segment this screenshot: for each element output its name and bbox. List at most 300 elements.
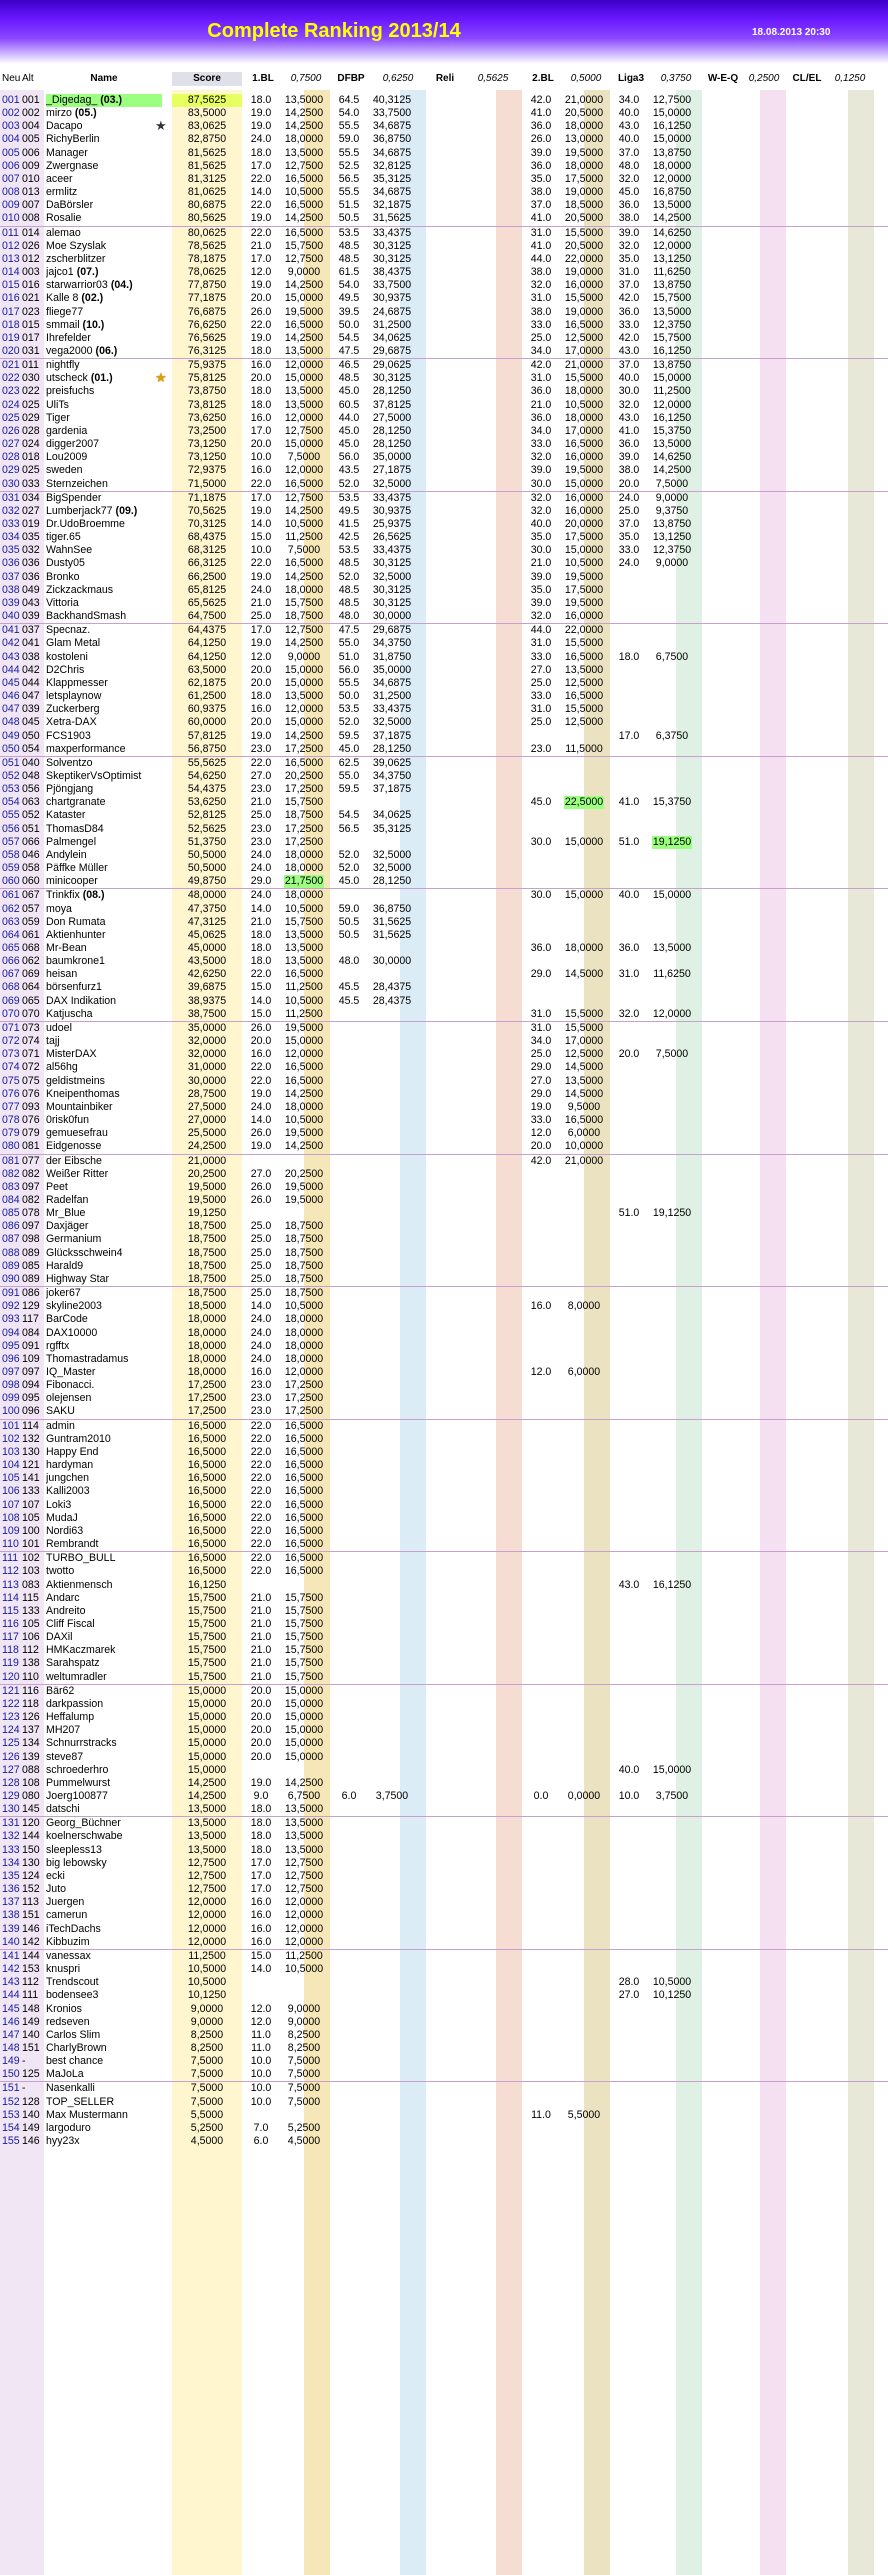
- league-weighted: 29,6875: [372, 344, 412, 357]
- score-value: 19,5000: [187, 1180, 227, 1193]
- league-points: 10.0: [250, 2055, 272, 2068]
- rank-new: 037: [2, 570, 20, 583]
- league-points: 29.0: [530, 968, 552, 981]
- rank-new: 093: [2, 1313, 20, 1326]
- league-points: 16.0: [530, 1300, 552, 1313]
- league-points: 19.0: [250, 570, 272, 583]
- league-weighted: 14,2500: [284, 212, 324, 225]
- table-row: [0, 1140, 888, 1153]
- league-points: 22.0: [250, 1061, 272, 1074]
- table-row: [0, 1764, 888, 1777]
- league-weighted: 7,5000: [287, 544, 321, 557]
- score-value: 13,5000: [187, 1803, 227, 1816]
- league-points: 28.0: [618, 1976, 640, 1989]
- score-value: 80,5625: [187, 212, 227, 225]
- league-points: 42.0: [530, 94, 552, 106]
- table-row: [0, 1327, 888, 1340]
- rank-new: 098: [2, 1379, 20, 1392]
- score-value: 65,5625: [187, 596, 227, 609]
- rank-new: 052: [2, 769, 20, 782]
- league-points: 17.0: [250, 491, 272, 504]
- player-name: Moe Szyslak: [46, 239, 107, 252]
- table-row: [0, 1857, 888, 1870]
- score-value: 13,5000: [187, 1843, 227, 1856]
- player-name: Carlos Slim: [46, 2028, 101, 2041]
- league-weighted: 15,0000: [652, 133, 692, 146]
- score-value: 12,7500: [187, 1869, 227, 1882]
- league-weighted: 9,0000: [287, 2002, 321, 2015]
- league-weighted: 10,5000: [564, 557, 604, 570]
- league-points: 24.0: [250, 889, 272, 902]
- rank-old: 006: [22, 146, 40, 159]
- table-row: [0, 1525, 888, 1538]
- rank-old: 097: [22, 1180, 40, 1193]
- player-name: Pummelwurst: [46, 1776, 111, 1789]
- league-weighted: 18,0000: [564, 159, 604, 172]
- player-name: MudaJ: [46, 1511, 78, 1524]
- rank-old: 024: [22, 438, 40, 451]
- league-points: 12.0: [530, 1127, 552, 1140]
- league-points: 32.0: [530, 610, 552, 623]
- league-weighted: 18,0000: [284, 1313, 324, 1326]
- rank-old: 103: [22, 1565, 40, 1578]
- score-value: 52,5625: [187, 822, 227, 835]
- league-points: 20.0: [250, 676, 272, 689]
- rank-old: 112: [22, 1644, 39, 1657]
- rank-old: 145: [22, 1803, 40, 1816]
- score-value: 54,4375: [187, 783, 227, 796]
- league-points: 20.0: [250, 1737, 272, 1750]
- rank-new: 047: [2, 703, 20, 716]
- league-weighted: 19,5000: [564, 146, 604, 159]
- player-name: weltumradler: [46, 1670, 107, 1683]
- score-value: 48,0000: [187, 889, 227, 902]
- table-row: [0, 358, 888, 372]
- league-points: 43.5: [338, 464, 360, 477]
- league-points: 42.0: [530, 359, 552, 372]
- league-points: 21.0: [250, 1591, 272, 1604]
- player-name: Max Mustermann: [46, 2108, 128, 2121]
- league-points: 21.0: [250, 915, 272, 928]
- league-weighted: 9,5000: [567, 1100, 601, 1113]
- score-value: 76,6875: [187, 305, 227, 318]
- league-weighted: 13,5000: [284, 928, 324, 941]
- league-weighted: 7,5000: [287, 451, 321, 464]
- player-name: Zwergnase: [46, 159, 99, 172]
- score-value: 80,6875: [187, 199, 227, 212]
- league-weighted: 34,6875: [372, 146, 412, 159]
- table-row: [0, 279, 888, 292]
- rank-old: 060: [22, 875, 40, 888]
- table-row: [0, 1830, 888, 1843]
- rank-new: 151: [2, 2082, 20, 2095]
- rank-new: 026: [2, 424, 20, 437]
- player-name: admin: [46, 1419, 75, 1432]
- league-weighted: 13,5000: [284, 94, 324, 106]
- league-weighted: 33,7500: [372, 107, 412, 120]
- rank-new: 036: [2, 557, 20, 570]
- league-points: 41.0: [618, 796, 640, 809]
- table-row: [0, 557, 888, 570]
- player-name: sleepless13: [46, 1843, 102, 1856]
- rank-new: 135: [2, 1869, 20, 1882]
- score-value: 50,5000: [187, 848, 227, 861]
- league-weighted: 16,8750: [652, 186, 692, 199]
- score-value: 19,1250: [187, 1207, 227, 1220]
- player-name: jajco1 (07.): [46, 266, 99, 279]
- rank-new: 148: [2, 2041, 20, 2054]
- score-value: 72,9375: [187, 464, 227, 477]
- player-name: redseven: [46, 2015, 90, 2028]
- rank-new: 056: [2, 822, 20, 835]
- score-value: 15,7500: [187, 1631, 227, 1644]
- rank-new: 129: [2, 1790, 20, 1802]
- score-value: 47,3125: [187, 915, 227, 928]
- player-name: Andarc: [46, 1591, 80, 1604]
- score-value: 52,8125: [187, 809, 227, 822]
- league-weighted: 13,8750: [652, 518, 692, 530]
- score-value: 15,7500: [187, 1604, 227, 1617]
- player-name: Mr_Blue: [46, 1207, 86, 1220]
- rank-new: 115: [2, 1604, 19, 1617]
- league-points: 14.0: [250, 1300, 272, 1313]
- player-name: der Eibsche: [46, 1154, 102, 1167]
- rank-old: 012: [22, 252, 40, 265]
- league-points: 23.0: [250, 1392, 272, 1405]
- table-row: [0, 399, 888, 412]
- player-name: Kalle 8 (02.): [46, 292, 104, 305]
- rank-old: 082: [22, 1167, 40, 1180]
- player-name: Specnaz.: [46, 624, 91, 637]
- league-weighted: 18,7500: [284, 1272, 324, 1285]
- rank-old: 009: [22, 159, 40, 172]
- rank-old: 111: [22, 1989, 39, 2002]
- league-weighted: 21,0000: [564, 1154, 604, 1167]
- league-weighted: 12,3750: [652, 318, 692, 331]
- player-name: preisfuchs: [46, 385, 95, 398]
- league-points: 20.0: [530, 1140, 552, 1153]
- league-weighted: 10,5000: [284, 186, 324, 199]
- rank-old: 118: [22, 1697, 39, 1710]
- league-weighted: 33,4375: [372, 226, 412, 239]
- league-points: 55.5: [338, 186, 360, 199]
- player-name: Tiger: [46, 411, 70, 424]
- league-points: 35.0: [530, 531, 552, 544]
- rank-old: 022: [22, 385, 40, 398]
- table-row: [0, 1379, 888, 1392]
- score-value: 78,5625: [187, 239, 227, 252]
- rank-old: 031: [22, 344, 40, 357]
- league-points: 51.0: [618, 835, 640, 848]
- table-row: [0, 1075, 888, 1088]
- rank-new: 075: [2, 1074, 20, 1087]
- league-weighted: 12,0000: [284, 1048, 324, 1061]
- table-row: [0, 862, 888, 875]
- league-points: 43.0: [618, 1578, 640, 1591]
- score-value: 16,5000: [187, 1459, 227, 1472]
- table-row: [0, 1605, 888, 1618]
- player-name: Pjöngjang: [46, 783, 94, 796]
- rank-old: 149: [22, 2121, 40, 2134]
- league-points: 37.0: [618, 518, 640, 530]
- league-weighted: 13,1250: [652, 252, 692, 265]
- player-name: BarCode: [46, 1313, 88, 1326]
- table-row: [0, 809, 888, 822]
- rank-new: 137: [2, 1896, 20, 1909]
- league-points: 45.5: [338, 994, 360, 1007]
- league-weighted: 10,5000: [284, 902, 324, 915]
- rank-old: 106: [22, 1631, 40, 1644]
- player-name: darkpassion: [46, 1697, 104, 1710]
- rank-new: 012: [2, 239, 20, 252]
- rank-old: 082: [22, 1193, 40, 1206]
- league-weighted: 12,0000: [284, 464, 324, 477]
- league-weighted: 15,7500: [284, 1604, 324, 1617]
- league-points: 20.0: [250, 372, 272, 385]
- league-points: 54.5: [338, 809, 360, 822]
- table-row: [0, 1008, 888, 1021]
- league-points: 23.0: [250, 742, 272, 755]
- league-weighted: 17,2500: [284, 822, 324, 835]
- rank-old: 043: [22, 596, 40, 609]
- league-weighted: 15,0000: [564, 544, 604, 557]
- league-points: 33.0: [530, 438, 552, 451]
- league-weighted: 15,7500: [284, 796, 324, 809]
- rank-old: 132: [22, 1432, 40, 1445]
- player-name: maxperformance: [46, 742, 126, 755]
- league-points: 25.0: [250, 1272, 272, 1285]
- league-weighted: 14,2500: [284, 637, 324, 650]
- rank-old: 081: [22, 1140, 40, 1153]
- player-name: al56hg: [46, 1061, 78, 1074]
- player-name: _Digedag_ (03.): [46, 94, 162, 107]
- table-row: [0, 677, 888, 690]
- table-row: [0, 942, 888, 955]
- league-points: 25.0: [250, 1287, 272, 1300]
- score-value: 12,7500: [187, 1856, 227, 1869]
- league-points: 12.0: [250, 266, 272, 279]
- league-weighted: 12,7500: [284, 1869, 324, 1882]
- rank-old: 151: [22, 2041, 40, 2054]
- col-header-factor: 0,1250: [834, 73, 866, 84]
- league-points: 20.0: [250, 716, 272, 729]
- league-weighted: 20,5000: [564, 107, 604, 120]
- league-points: 11.0: [531, 2108, 551, 2121]
- rank-old: 140: [22, 2028, 40, 2041]
- rank-new: 054: [2, 796, 20, 809]
- score-value: 43,5000: [187, 955, 227, 968]
- player-name: Nasenkalli: [46, 2082, 95, 2095]
- table-row: [0, 253, 888, 266]
- player-name: Sarahspatz: [46, 1657, 100, 1670]
- rank-new: 067: [2, 968, 20, 981]
- score-value: 15,7500: [187, 1644, 227, 1657]
- league-weighted: 6,7500: [655, 650, 689, 663]
- league-weighted: 13,5000: [284, 146, 324, 159]
- score-value: 70,5625: [187, 504, 227, 517]
- league-weighted: 4,5000: [287, 2135, 321, 2148]
- player-name: Andreito: [46, 1604, 86, 1617]
- league-weighted: 18,0000: [284, 848, 324, 861]
- player-name: Kronios: [46, 2002, 82, 2015]
- rank-new: 076: [2, 1087, 20, 1100]
- rank-new: 084: [2, 1193, 20, 1206]
- rank-new: 113: [2, 1578, 19, 1591]
- table-row: [0, 2068, 888, 2081]
- star-icon: ★: [155, 118, 167, 134]
- rank-new: 066: [2, 955, 20, 968]
- league-weighted: 13,8750: [652, 146, 692, 159]
- league-weighted: 14,2500: [284, 1140, 324, 1153]
- table-row: [0, 929, 888, 942]
- player-name: rgfftx: [46, 1339, 70, 1352]
- league-points: 37.0: [618, 359, 640, 372]
- league-points: 19.0: [250, 1776, 272, 1789]
- league-weighted: 20,0000: [564, 518, 604, 530]
- rank-new: 089: [2, 1259, 20, 1272]
- league-points: 12.0: [250, 2002, 272, 2015]
- table-row: [0, 2042, 888, 2055]
- rank-old: 029: [22, 411, 40, 424]
- rank-old: 027: [22, 504, 40, 517]
- score-value: 15,0000: [187, 1697, 227, 1710]
- league-weighted: 6,0000: [567, 1366, 601, 1378]
- league-weighted: 8,2500: [287, 2041, 321, 2054]
- league-points: 22.0: [250, 1498, 272, 1511]
- league-points: 24.0: [250, 1352, 272, 1365]
- player-name: Kneipenthomas: [46, 1087, 120, 1100]
- table-row: [0, 1949, 888, 1963]
- league-points: 22.0: [250, 1511, 272, 1524]
- score-value: 73,8750: [187, 385, 227, 398]
- league-weighted: 16,5000: [284, 1498, 324, 1511]
- score-value: 9,0000: [190, 2002, 224, 2015]
- player-name: TURBO_BULL: [46, 1552, 116, 1565]
- player-name: Lou2009: [46, 451, 88, 464]
- league-points: 18.0: [250, 955, 272, 968]
- rank-new: 006: [2, 159, 20, 172]
- league-points: 24.0: [618, 491, 640, 504]
- league-points: 22.0: [250, 968, 272, 981]
- rank-new: 043: [2, 650, 20, 663]
- league-points: 24.0: [250, 848, 272, 861]
- league-points: 30.0: [618, 385, 640, 398]
- league-points: 39.0: [618, 451, 640, 464]
- league-weighted: 10,5000: [284, 518, 324, 530]
- league-weighted: 24,6875: [372, 305, 412, 318]
- league-points: 21.0: [530, 557, 552, 570]
- league-points: 55.5: [338, 676, 360, 689]
- rank-old: 025: [22, 398, 40, 411]
- rank-old: 007: [22, 199, 40, 212]
- league-weighted: 11,6250: [653, 266, 691, 279]
- league-points: 20.0: [618, 1048, 640, 1061]
- rank-old: 139: [22, 1750, 40, 1763]
- player-name: Lumberjack77 (09.): [46, 504, 138, 517]
- rank-old: 100: [22, 1524, 40, 1537]
- rank-new: 111: [2, 1552, 19, 1565]
- table-row: [0, 1844, 888, 1857]
- table-row: [0, 2016, 888, 2029]
- player-name: Dusty05: [46, 557, 85, 570]
- rank-new: 048: [2, 716, 20, 729]
- league-points: 21.0: [250, 1657, 272, 1670]
- table-row: [0, 703, 888, 716]
- table-row: [0, 1459, 888, 1472]
- league-points: 59.5: [338, 783, 360, 796]
- league-points: 25.0: [250, 1220, 272, 1233]
- league-points: 59.5: [338, 729, 360, 742]
- league-points: 43.0: [618, 411, 640, 424]
- player-name: BackhandSmash: [46, 610, 127, 623]
- player-name: MH207: [46, 1724, 81, 1737]
- player-name: Nordi63: [46, 1524, 84, 1537]
- league-points: 30.0: [530, 544, 552, 557]
- rank-old: 046: [22, 848, 40, 861]
- league-weighted: 21,7500: [284, 875, 324, 888]
- league-weighted: 16,5000: [564, 1114, 604, 1127]
- rank-old: 089: [22, 1246, 40, 1259]
- score-value: 73,6250: [187, 411, 227, 424]
- player-name: joker67: [46, 1287, 81, 1300]
- league-points: 40.0: [618, 889, 640, 902]
- star-icon: ★: [155, 370, 167, 386]
- league-weighted: 22,0000: [564, 252, 604, 265]
- league-weighted: 18,5000: [564, 199, 604, 212]
- table-row: [0, 1618, 888, 1631]
- league-weighted: 18,0000: [284, 1100, 324, 1113]
- score-value: 18,7500: [187, 1246, 227, 1259]
- score-value: 70,3125: [187, 518, 227, 530]
- league-points: 24.0: [250, 1326, 272, 1339]
- table-row: [0, 1551, 888, 1565]
- league-points: 20.0: [250, 1724, 272, 1737]
- league-weighted: 12,7500: [284, 424, 324, 437]
- col-header-league-liga3: Liga3: [617, 73, 645, 84]
- rank-old: 017: [22, 331, 40, 344]
- player-name: Aktienmensch: [46, 1578, 113, 1591]
- rank-old: 066: [22, 835, 40, 848]
- league-weighted: 31,5625: [372, 928, 412, 941]
- table-row: [0, 372, 888, 385]
- col-header-league-weq: W-E-Q: [707, 73, 739, 84]
- league-points: 41.5: [338, 518, 360, 530]
- league-points: 12.0: [530, 1366, 552, 1378]
- table-row: [0, 531, 888, 544]
- league-points: 10.0: [250, 2068, 272, 2081]
- league-weighted: 15,0000: [284, 292, 324, 305]
- score-value: 39,6875: [187, 981, 227, 994]
- table-row: [0, 1366, 888, 1379]
- league-points: 36.0: [618, 305, 640, 318]
- league-points: 33.0: [530, 1114, 552, 1127]
- player-name: Glam Metal: [46, 637, 101, 650]
- league-weighted: 17,2500: [284, 1392, 324, 1405]
- league-points: 16.0: [250, 703, 272, 716]
- col-header-factor: 0,2500: [748, 73, 780, 84]
- player-name: big lebowsky: [46, 1856, 107, 1869]
- score-value: 7,5000: [190, 2082, 224, 2095]
- league-weighted: 12,7500: [284, 1883, 324, 1896]
- league-points: 39.0: [530, 146, 552, 159]
- league-points: 19.0: [250, 637, 272, 650]
- league-points: 53.5: [338, 226, 360, 239]
- league-weighted: 19,0000: [564, 305, 604, 318]
- score-value: 16,5000: [187, 1445, 227, 1458]
- league-points: 59.0: [338, 133, 360, 146]
- league-weighted: 12,0000: [284, 411, 324, 424]
- table-row: [0, 2096, 888, 2109]
